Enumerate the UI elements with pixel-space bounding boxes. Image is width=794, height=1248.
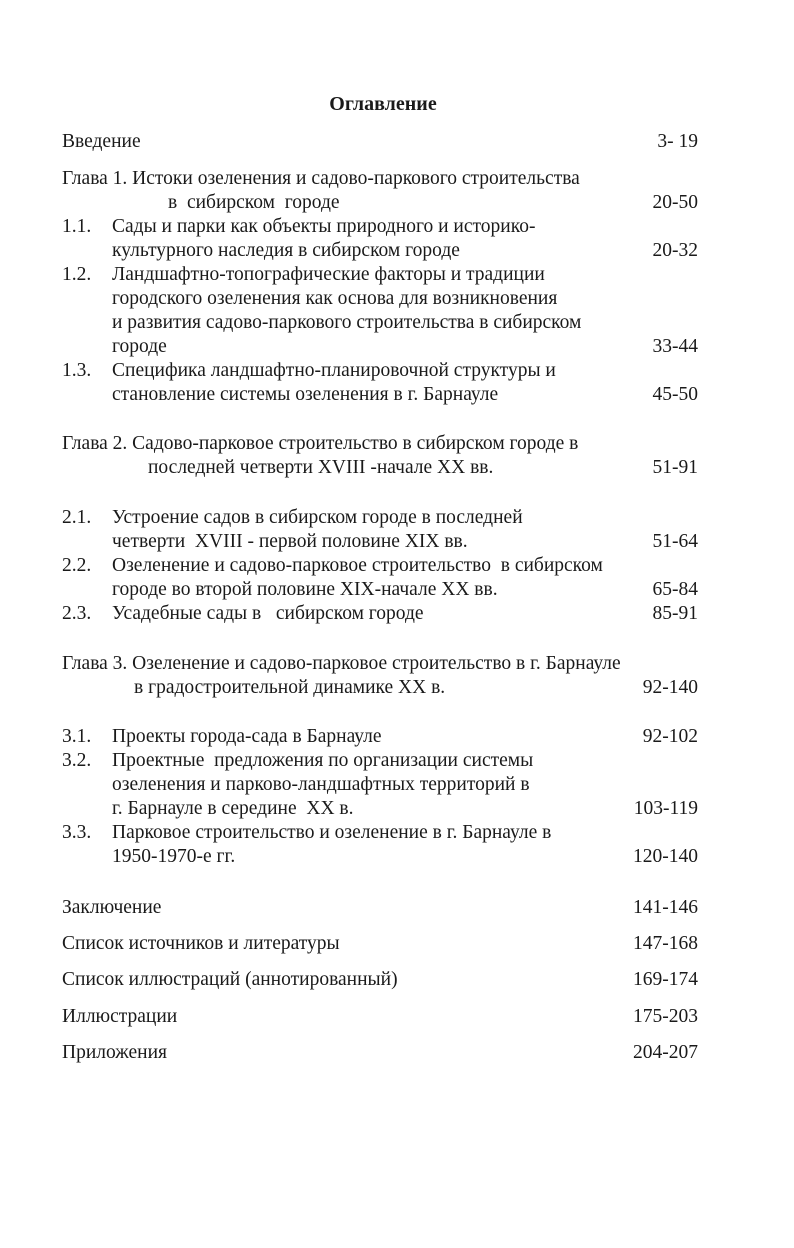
toc-entry-sources: Список источников и литературы [62, 933, 340, 954]
toc-entry-intro: Введение [62, 131, 141, 152]
section-title: Специфика ландшафтно-планировочной структуры и [112, 360, 556, 381]
chapter-2-title: Глава 2. Садово-парковое строительство в сибирском городе в [62, 433, 579, 454]
toc-page-conclusion: 141-146 [633, 897, 698, 918]
section-title-cont: становление системы озеленения в г. Барнауле [112, 384, 499, 405]
section-title-cont: четверти XVIII - первой половине XIX вв. [112, 531, 468, 552]
chapter-1-title-cont: в сибирском городе [168, 192, 340, 213]
section-title-cont: культурного наследия в сибирском городе [112, 240, 460, 261]
section-title: Сады и парки как объекты природного и историко- [112, 216, 536, 237]
chapter-1-pages: 20-50 [652, 192, 698, 213]
section-title: Устроение садов в сибирском городе в последней [112, 507, 523, 528]
section-pages: 120-140 [633, 846, 698, 867]
section-title-cont: г. Барнауле в середине XX в. [112, 798, 354, 819]
section-title-cont: 1950-1970-е гг. [112, 846, 236, 867]
section-number: 1.3. [62, 360, 92, 381]
page-title: Оглавление [329, 93, 437, 115]
section-pages: 33-44 [652, 336, 698, 357]
section-pages: 51-64 [652, 531, 698, 552]
section-number: 3.2. [62, 750, 92, 771]
chapter-1-title: Глава 1. Истоки озеленения и садово-паркового строительства [62, 168, 580, 189]
toc-entry-appendices: Приложения [62, 1042, 167, 1063]
chapter-3-title-cont: в градостроительной динамике XX в. [134, 677, 446, 698]
section-number: 2.3. [62, 603, 92, 624]
chapter-2-pages: 51-91 [652, 457, 698, 478]
toc-page-appendices: 204-207 [633, 1042, 698, 1063]
section-title-cont: городского озеленения как основа для возникновения [112, 288, 558, 309]
toc-page-sources: 147-168 [633, 933, 698, 954]
chapter-3-pages: 92-140 [642, 677, 698, 698]
section-title: Проекты города-сада в Барнауле [112, 726, 382, 747]
section-number: 2.1. [62, 507, 92, 528]
section-title: Проектные предложения по организации системы [112, 750, 534, 771]
section-title: Парковое строительство и озеленение в г. Барнауле в [112, 822, 552, 843]
section-number: 3.3. [62, 822, 92, 843]
toc-page-illustrations: 175-203 [633, 1006, 698, 1027]
section-number: 3.1. [62, 726, 92, 747]
section-title-cont: городе во второй половине XIX-начале XX вв. [112, 579, 498, 600]
toc-page-illustration-list: 169-174 [633, 969, 698, 990]
section-pages: 103-119 [633, 798, 698, 819]
section-title-cont: и развития садово-паркового строительства в сибирском [112, 312, 582, 333]
section-pages: 85-91 [652, 603, 698, 624]
section-pages: 20-32 [652, 240, 698, 261]
section-number: 1.1. [62, 216, 92, 237]
toc-page-intro: 3- 19 [657, 131, 698, 152]
section-title-cont: городе [112, 336, 167, 357]
section-pages: 65-84 [652, 579, 698, 600]
section-title: Озеленение и садово-парковое строительство в сибирском [112, 555, 603, 576]
section-title: Усадебные сады в сибирском городе [112, 603, 424, 624]
section-number: 1.2. [62, 264, 92, 285]
section-pages: 92-102 [642, 726, 698, 747]
toc-entry-conclusion: Заключение [62, 897, 162, 918]
toc-entry-illustrations: Иллюстрации [62, 1006, 178, 1027]
section-number: 2.2. [62, 555, 92, 576]
chapter-3-title: Глава 3. Озеленение и садово-парковое строительство в г. Барнауле [62, 653, 621, 674]
section-pages: 45-50 [652, 384, 698, 405]
chapter-2-title-cont: последней четверти XVIII -начале XX вв. [148, 457, 494, 478]
toc-entry-illustration-list: Список иллюстраций (аннотированный) [62, 969, 398, 990]
section-title: Ландшафтно-топографические факторы и традиции [112, 264, 545, 285]
section-title-cont: озеленения и парково-ландшафтных территорий в [112, 774, 530, 795]
